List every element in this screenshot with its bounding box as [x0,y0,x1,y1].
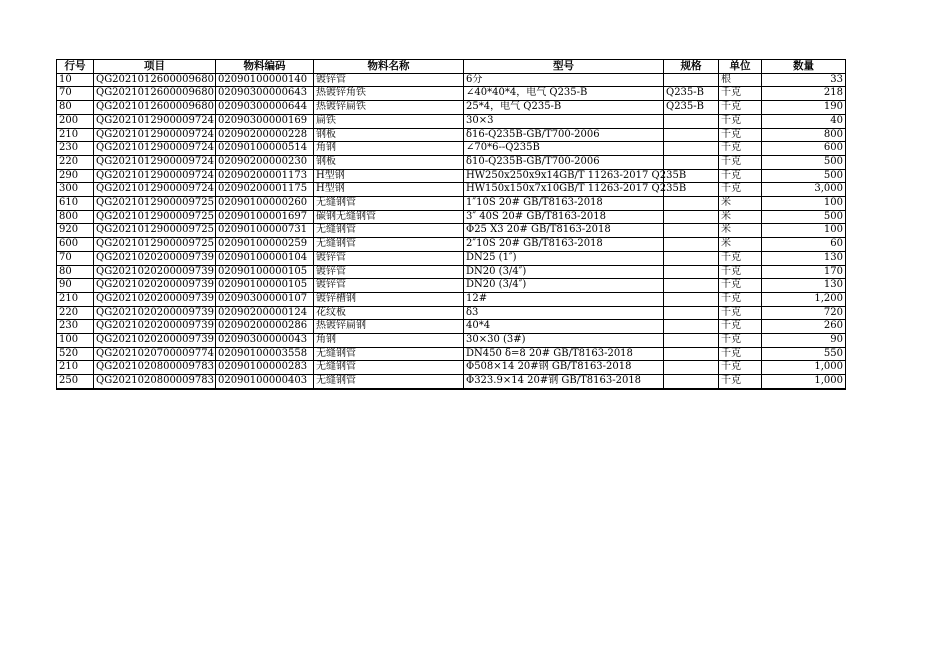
cell-material-name[interactable]: 无缝钢管 [314,238,464,252]
cell-material-code[interactable]: 02090200000230 [216,155,314,169]
cell-project[interactable]: QG2021020700009774 [94,347,216,361]
cell-model[interactable]: 6分 [464,73,664,87]
cell-line-no[interactable]: 920 [57,224,94,238]
cell-project[interactable]: QG2021020200009739 [94,320,216,334]
cell-line-no[interactable]: 210 [57,292,94,306]
cell-unit[interactable]: 千克 [719,320,762,334]
cell-spec[interactable] [664,292,719,306]
cell-unit[interactable]: 千克 [719,361,762,375]
cell-line-no[interactable]: 90 [57,279,94,293]
cell-spec[interactable] [664,224,719,238]
cell-material-name[interactable]: 扁铁 [314,114,464,128]
cell-project[interactable]: QG2021012900009725 [94,238,216,252]
table-row [57,142,846,156]
header-model[interactable]: 型号 [464,60,664,74]
cell-unit[interactable]: 千克 [719,251,762,265]
cell-unit[interactable]: 千克 [719,265,762,279]
cell-quantity[interactable]: 190 [762,101,846,115]
cell-material-code[interactable]: 02090200001173 [216,169,314,183]
cell-line-no[interactable]: 800 [57,210,94,224]
table-row [57,183,846,197]
cell-model[interactable]: Φ323.9×14 20#钢 GB/T8163-2018 [464,375,664,389]
table-row [57,306,846,320]
table-row [57,101,846,115]
cell-quantity[interactable]: 720 [762,306,846,320]
cell-unit[interactable]: 千克 [719,142,762,156]
cell-model[interactable]: 12# [464,292,664,306]
header-material-name[interactable]: 物料名称 [314,60,464,74]
cell-material-code[interactable]: 02090100000283 [216,361,314,375]
spreadsheet [56,59,846,390]
cell-line-no[interactable]: 210 [57,128,94,142]
header-project[interactable]: 项目 [94,60,216,74]
cell-material-name[interactable]: H型钢 [314,169,464,183]
cell-project[interactable]: QG2021020200009739 [94,279,216,293]
cell-spec[interactable] [664,238,719,252]
cell-model[interactable]: δ3 [464,306,664,320]
cell-unit[interactable]: 米 [719,238,762,252]
cell-material-code[interactable]: 02090200001175 [216,183,314,197]
cell-project[interactable]: QG2021012900009725 [94,197,216,211]
cell-line-no[interactable]: 210 [57,361,94,375]
cell-spec[interactable] [664,251,719,265]
cell-project[interactable]: QG2021020800009783 [94,375,216,389]
cell-unit[interactable]: 千克 [719,306,762,320]
cell-quantity[interactable]: 40 [762,114,846,128]
cell-model[interactable]: DN20 (3/4″) [464,265,664,279]
cell-material-name[interactable]: 无缝钢管 [314,224,464,238]
cell-project[interactable]: QG2021020200009739 [94,334,216,348]
cell-quantity[interactable]: 130 [762,279,846,293]
cell-material-name[interactable]: 镀锌管 [314,251,464,265]
cell-spec[interactable] [664,73,719,87]
cell-project[interactable]: QG2021020200009739 [94,292,216,306]
cell-model[interactable]: Φ508×14 20#钢 GB/T8163-2018 [464,361,664,375]
cell-project[interactable]: QG2021012600009680 [94,101,216,115]
cell-unit[interactable]: 千克 [719,128,762,142]
table-row [57,155,846,169]
cell-unit[interactable]: 米 [719,197,762,211]
cell-model[interactable]: δ16-Q235B-GB/T700-2006 [464,128,664,142]
cell-material-name[interactable]: 无缝钢管 [314,347,464,361]
cell-quantity[interactable]: 1,200 [762,292,846,306]
cell-unit[interactable]: 米 [719,224,762,238]
cell-project[interactable]: QG2021020200009739 [94,251,216,265]
cell-model[interactable]: δ10-Q235B-GB/T700-2006 [464,155,664,169]
cell-material-name[interactable]: H型钢 [314,183,464,197]
cell-material-name[interactable]: 钢板 [314,128,464,142]
cell-spec[interactable] [664,361,719,375]
cell-material-code[interactable]: 02090100000731 [216,224,314,238]
cell-spec[interactable] [664,334,719,348]
cell-line-no[interactable]: 520 [57,347,94,361]
cell-material-name[interactable]: 钢板 [314,155,464,169]
cell-quantity[interactable]: 60 [762,238,846,252]
cell-material-code[interactable]: 02090200000124 [216,306,314,320]
table-row [57,320,846,334]
cell-quantity[interactable]: 90 [762,334,846,348]
cell-model[interactable]: 1″10S 20# GB/T8163-2018 [464,197,664,211]
cell-quantity[interactable]: 260 [762,320,846,334]
cell-material-code[interactable]: 02090200000286 [216,320,314,334]
cell-unit[interactable]: 根 [719,73,762,87]
cell-quantity[interactable]: 600 [762,142,846,156]
cell-unit[interactable]: 千克 [719,169,762,183]
table-row [57,224,846,238]
cell-material-code[interactable]: 02090200000228 [216,128,314,142]
cell-project[interactable]: QG2021012600009680 [94,73,216,87]
cell-quantity[interactable]: 100 [762,197,846,211]
cell-material-code[interactable]: 02090100000260 [216,197,314,211]
cell-model[interactable]: ∠40*40*4，电气 Q235-B [464,87,664,101]
cell-line-no[interactable]: 80 [57,265,94,279]
cell-material-name[interactable]: 无缝钢管 [314,375,464,389]
cell-spec[interactable] [664,142,719,156]
cell-quantity[interactable]: 33 [762,73,846,87]
cell-model[interactable]: DN450 δ=8 20# GB/T8163-2018 [464,347,664,361]
cell-line-no[interactable]: 80 [57,101,94,115]
table-row [57,347,846,361]
cell-material-code[interactable]: 02090100000259 [216,238,314,252]
cell-unit[interactable]: 千克 [719,334,762,348]
cell-material-code[interactable]: 02090100003558 [216,347,314,361]
table-row [57,128,846,142]
cell-model[interactable]: HW250x250x9x14GB/T 11263-2017 Q235B [464,169,664,183]
cell-quantity[interactable]: 130 [762,251,846,265]
cell-material-code[interactable]: 02090300000107 [216,292,314,306]
cell-line-no[interactable]: 610 [57,197,94,211]
cell-material-code[interactable]: 02090100000104 [216,251,314,265]
cell-model[interactable]: Φ25 X3 20# GB/T8163-2018 [464,224,664,238]
table-row [57,375,846,389]
cell-line-no[interactable]: 600 [57,238,94,252]
cell-material-code[interactable]: 02090100001697 [216,210,314,224]
cell-material-name[interactable]: 热镀锌角铁 [314,87,464,101]
cell-material-code[interactable]: 02090100000105 [216,279,314,293]
cell-spec[interactable] [664,375,719,389]
cell-material-code[interactable]: 02090300000043 [216,334,314,348]
cell-material-name[interactable]: 无缝钢管 [314,361,464,375]
table-row [57,210,846,224]
cell-model[interactable]: 2″10S 20# GB/T8163-2018 [464,238,664,252]
header-line-no[interactable]: 行号 [57,60,94,74]
cell-model[interactable]: 30×3 [464,114,664,128]
header-material-code[interactable]: 物料编码 [216,60,314,74]
cell-quantity[interactable]: 1,000 [762,375,846,389]
cell-spec[interactable] [664,320,719,334]
cell-material-name[interactable]: 热镀锌扁钢 [314,320,464,334]
cell-material-name[interactable]: 无缝钢管 [314,197,464,211]
cell-model[interactable]: 3″ 40S 20# GB/T8163-2018 [464,210,664,224]
cell-spec[interactable] [664,347,719,361]
cell-unit[interactable]: 千克 [719,183,762,197]
cell-material-code[interactable]: 02090300000169 [216,114,314,128]
cell-quantity[interactable]: 550 [762,347,846,361]
header-quantity[interactable]: 数量 [762,60,846,74]
table-row [57,169,846,183]
cell-project[interactable]: QG2021012900009725 [94,224,216,238]
cell-line-no[interactable]: 70 [57,251,94,265]
cell-spec[interactable] [664,114,719,128]
table-row [57,279,846,293]
cell-material-name[interactable]: 镀锌管 [314,265,464,279]
cell-project[interactable]: QG2021020200009739 [94,265,216,279]
cell-project[interactable]: QG2021012900009724 [94,183,216,197]
cell-project[interactable]: QG2021012600009680 [94,87,216,101]
cell-line-no[interactable]: 300 [57,183,94,197]
table-row [57,265,846,279]
cell-unit[interactable]: 米 [719,210,762,224]
cell-project[interactable]: QG2021012900009724 [94,155,216,169]
cell-model[interactable]: 40*4 [464,320,664,334]
cell-project[interactable]: QG2021012900009725 [94,210,216,224]
cell-quantity[interactable]: 3,000 [762,183,846,197]
cell-material-name[interactable]: 热镀锌扁铁 [314,101,464,115]
cell-line-no[interactable]: 10 [57,73,94,87]
cell-unit[interactable]: 千克 [719,292,762,306]
cell-quantity[interactable]: 100 [762,224,846,238]
cell-unit[interactable]: 千克 [719,375,762,389]
cell-model[interactable]: 30×30 (3#) [464,334,664,348]
cell-material-code[interactable]: 02090100000140 [216,73,314,87]
cell-material-name[interactable]: 镀锌槽钢 [314,292,464,306]
cell-project[interactable]: QG2021012900009724 [94,114,216,128]
cell-quantity[interactable]: 1,000 [762,361,846,375]
cell-material-name[interactable]: 角钢 [314,334,464,348]
table-row [57,251,846,265]
cell-unit[interactable]: 千克 [719,114,762,128]
table-row [57,334,846,348]
table-row [57,114,846,128]
cell-spec[interactable] [664,306,719,320]
cell-line-no[interactable]: 70 [57,87,94,101]
cell-material-code[interactable]: 02090100000403 [216,375,314,389]
cell-quantity[interactable]: 500 [762,155,846,169]
cell-spec[interactable]: Q235-B [664,101,719,115]
cell-spec[interactable] [664,197,719,211]
cell-spec[interactable] [664,210,719,224]
cell-model[interactable]: ∠70*6--Q235B [464,142,664,156]
cell-material-name[interactable]: 碳钢无缝钢管 [314,210,464,224]
header-unit[interactable]: 单位 [719,60,762,74]
cell-line-no[interactable]: 290 [57,169,94,183]
cell-spec[interactable] [664,155,719,169]
cell-line-no[interactable]: 250 [57,375,94,389]
cell-project[interactable]: QG2021020800009783 [94,361,216,375]
cell-line-no[interactable]: 220 [57,306,94,320]
cell-project[interactable]: QG2021012900009724 [94,142,216,156]
cell-spec[interactable] [664,265,719,279]
header-spec[interactable]: 规格 [664,60,719,74]
cell-quantity[interactable]: 170 [762,265,846,279]
cell-project[interactable]: QG2021012900009724 [94,169,216,183]
cell-unit[interactable]: 千克 [719,101,762,115]
table-row [57,238,846,252]
cell-quantity[interactable]: 800 [762,128,846,142]
cell-quantity[interactable]: 500 [762,169,846,183]
cell-quantity[interactable]: 218 [762,87,846,101]
cell-line-no[interactable]: 220 [57,155,94,169]
cell-material-name[interactable]: 镀锌管 [314,279,464,293]
cell-unit[interactable]: 千克 [719,87,762,101]
cell-project[interactable]: QG2021020200009739 [94,306,216,320]
cell-project[interactable]: QG2021012900009724 [94,128,216,142]
cell-spec[interactable] [664,279,719,293]
table-row [57,73,846,87]
cell-spec[interactable] [664,128,719,142]
cell-line-no[interactable]: 100 [57,334,94,348]
cell-material-code[interactable]: 02090300000644 [216,101,314,115]
header-row [57,60,846,74]
cell-line-no[interactable]: 230 [57,142,94,156]
cell-model[interactable]: HW150x150x7x10GB/T 11263-2017 Q235B [464,183,664,197]
cell-unit[interactable]: 千克 [719,347,762,361]
cell-material-name[interactable]: 花纹板 [314,306,464,320]
cell-unit[interactable]: 千克 [719,155,762,169]
cell-model[interactable]: DN25 (1″) [464,251,664,265]
cell-material-name[interactable]: 角钢 [314,142,464,156]
cell-model[interactable]: 25*4，电气 Q235-B [464,101,664,115]
cell-material-code[interactable]: 02090300000643 [216,87,314,101]
table-row [57,292,846,306]
cell-quantity[interactable]: 500 [762,210,846,224]
table-row [57,197,846,211]
cell-line-no[interactable]: 230 [57,320,94,334]
cell-material-name[interactable]: 镀锌管 [314,73,464,87]
cell-unit[interactable]: 千克 [719,279,762,293]
cell-material-code[interactable]: 02090100000514 [216,142,314,156]
materials-table [56,59,846,390]
table-row [57,87,846,101]
cell-spec[interactable]: Q235-B [664,87,719,101]
cell-model[interactable]: DN20 (3/4″) [464,279,664,293]
cell-line-no[interactable]: 200 [57,114,94,128]
cell-material-code[interactable]: 02090100000105 [216,265,314,279]
table-row [57,361,846,375]
